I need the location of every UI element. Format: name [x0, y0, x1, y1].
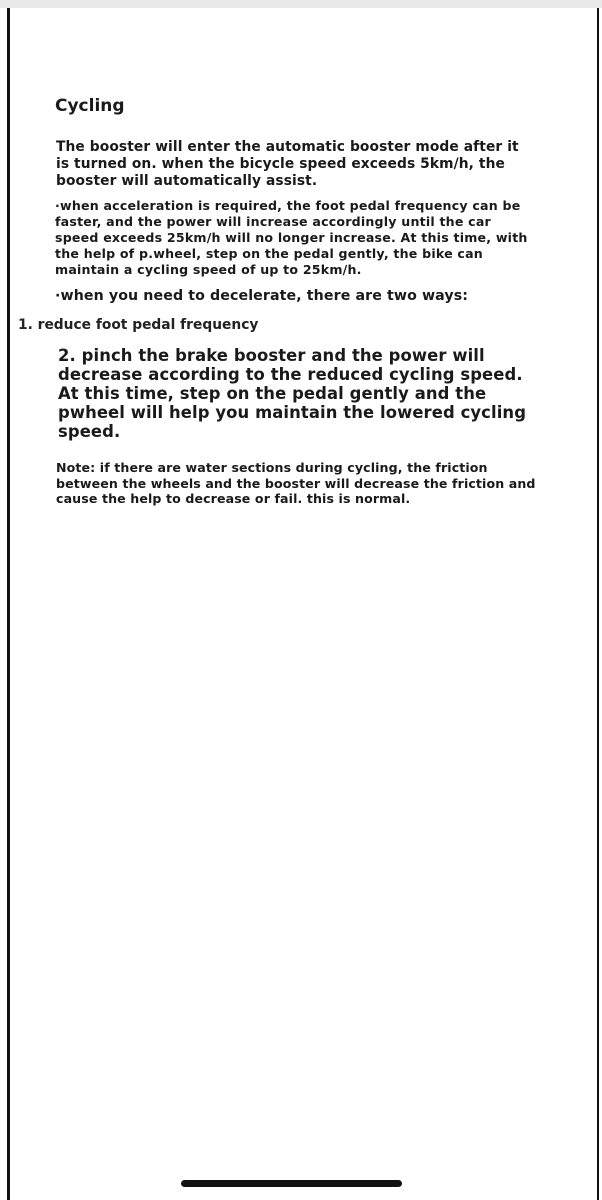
- decelerate-step-1: 1. reduce foot pedal frequency: [18, 317, 259, 333]
- deceleration-heading: ·when you need to decelerate, there are two ways:: [55, 288, 469, 304]
- decelerate-step-2: 2. pinch the brake booster and the power will decrease according to the reduced cycling speed. At this time, step on the pedal gently and the pwheel will help you maintain the lowered cycling speed.: [58, 346, 527, 441]
- home-indicator-bar[interactable]: [181, 1180, 402, 1187]
- acceleration-paragraph: ·when acceleration is required, the foot pedal frequency can be faster, and the power will increase accordingly until the car speed exceeds 25km/h will no longer increase. At this time, with the help of p.wheel, step on the pedal gently, the bike can maintain a cycling speed of up to 25km/h.: [55, 198, 528, 277]
- note-paragraph: Note: if there are water sections during cycling, the friction between the wheels and the booster will decrease the friction and cause the help to decrease or fail. this is normal.: [56, 460, 536, 506]
- intro-paragraph: The booster will enter the automatic booster mode after it is turned on. when the bicycle speed exceeds 5km/h, the booster will automatically assist.: [56, 139, 519, 189]
- page-title: Cycling: [55, 96, 125, 116]
